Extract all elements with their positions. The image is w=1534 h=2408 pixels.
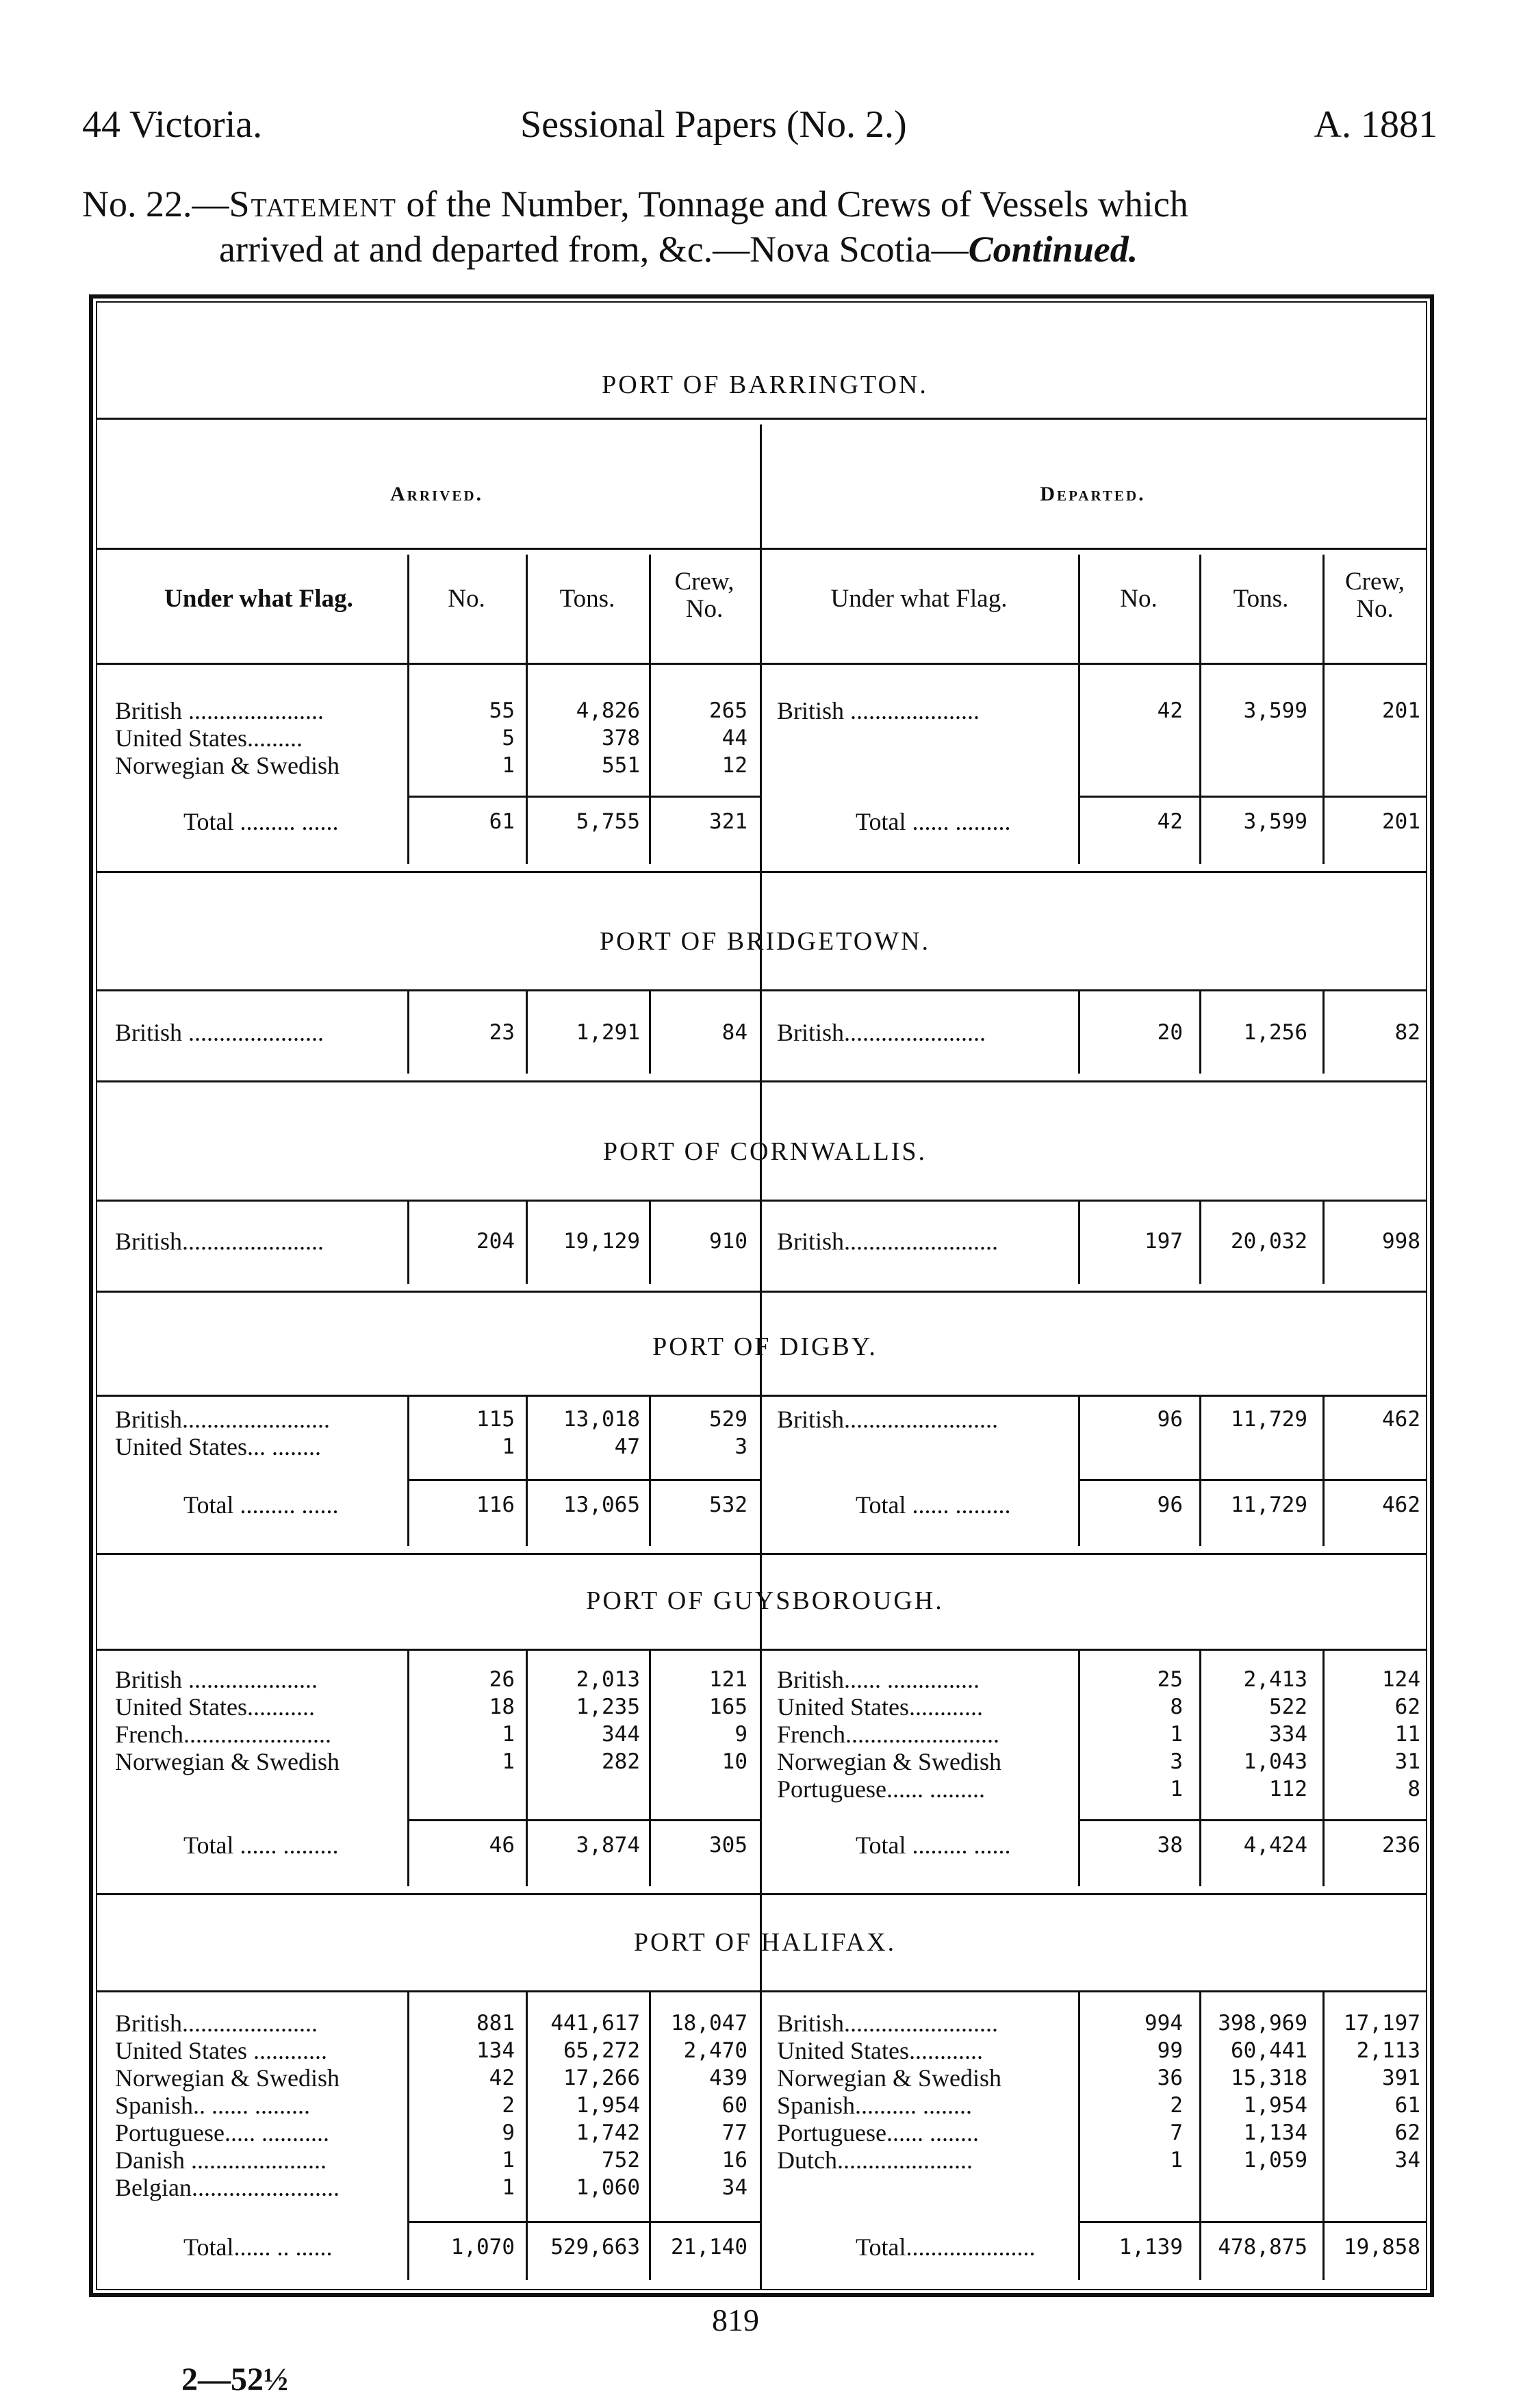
arrived-crew-cell: 3	[734, 1434, 747, 1459]
arrived-total-label: Total ......... ......	[183, 808, 339, 835]
arrived-total-tons: 13,065	[563, 1493, 640, 1517]
caption-line2-text: arrived at and departed from, &c.—Nova Scotia—	[219, 229, 969, 270]
running-head-right: A. 1881	[1314, 103, 1437, 146]
port-title: PORT OF BRIDGETOWN.	[600, 927, 930, 956]
arrived-no-cell: 42	[489, 2066, 515, 2090]
departed-flag-cell: British.......................	[777, 1019, 986, 1046]
arrived-flag-cell: Portuguese..... ...........	[115, 2119, 329, 2146]
departed-crew-cell: 998	[1382, 1229, 1420, 1254]
departed-flag-cell: Portuguese...... .........	[777, 1775, 985, 1803]
section-rule	[97, 1553, 1427, 1555]
departed-tons-cell: 1,954	[1243, 2093, 1307, 2118]
arrived-flag-cell: Spanish.. ...... .........	[115, 2092, 311, 2119]
arrived-flag-cell: British.......................	[115, 1228, 324, 1255]
arrived-tons-cell: 551	[602, 753, 640, 778]
arrived-total-no: 116	[476, 1493, 515, 1517]
arrived-tons-cell: 282	[602, 1749, 640, 1774]
rule-under-title	[97, 1395, 1427, 1397]
arrived-crew-cell: 77	[721, 2120, 747, 2145]
caption-line-2	[82, 227, 1444, 272]
departed-total-tons: 3,599	[1243, 809, 1307, 834]
total-rule-departed	[1078, 2221, 1427, 2223]
arrived-flag-cell: United States...........	[115, 1693, 315, 1721]
arrived-tons-cell: 47	[614, 1434, 640, 1459]
departed-crew-cell: 201	[1382, 698, 1420, 723]
departed-flag-cell: Norwegian & Swedish	[777, 2064, 1001, 2092]
arrived-tons-cell: 1,235	[576, 1695, 640, 1719]
departed-no-cell: 994	[1145, 2011, 1183, 2036]
rule-under-title	[97, 1649, 1427, 1651]
page-number: 819	[712, 2303, 759, 2337]
arrived-crew-header: Crew, No.	[674, 568, 734, 623]
arrived-total-crew: 532	[709, 1493, 747, 1517]
arrived-total-label: Total...... .. ......	[183, 2233, 333, 2261]
arrived-no-cell: 55	[489, 698, 515, 723]
total-rule-departed	[1078, 796, 1427, 798]
departed-tons-cell: 398,969	[1218, 2011, 1307, 2036]
arrived-crew-cell: 529	[709, 1407, 747, 1432]
departed-heading: Departed.	[1040, 483, 1146, 505]
arrived-no-cell: 1	[502, 1722, 515, 1747]
departed-crew-cell: 124	[1382, 1667, 1420, 1692]
arrived-total-crew: 305	[709, 1833, 747, 1858]
arrived-total-tons: 529,663	[550, 2235, 640, 2259]
departed-tons-header: Tons.	[1233, 585, 1289, 613]
arrived-crew-cell: 44	[721, 726, 747, 750]
arrived-no-cell: 18	[489, 1695, 515, 1719]
arrived-no-cell: 204	[476, 1229, 515, 1254]
departed-total-label: Total ...... .........	[856, 808, 1011, 835]
departed-no-cell: 1	[1170, 1722, 1183, 1747]
departed-no-cell: 1	[1170, 2148, 1183, 2172]
section-rule	[97, 1291, 1427, 1293]
arrived-tons-cell: 2,013	[576, 1667, 640, 1692]
departed-no-cell: 36	[1157, 2066, 1183, 2090]
port-title: PORT OF DIGBY.	[652, 1332, 878, 1361]
arrived-heading: Arrived.	[389, 483, 483, 505]
arrived-total-tons: 3,874	[576, 1833, 640, 1858]
departed-crew-cell: 34	[1394, 2148, 1420, 2172]
departed-tons-cell: 2,413	[1243, 1667, 1307, 1692]
arrived-crew-cell: 10	[721, 1749, 747, 1774]
arrived-tons-cell: 752	[602, 2148, 640, 2172]
arrived-total-label: Total ...... .........	[183, 1832, 339, 1859]
arrived-no-cell: 134	[476, 2038, 515, 2063]
arrived-flag-cell: Belgian........................	[115, 2174, 340, 2201]
arrived-tons-cell: 344	[602, 1722, 640, 1747]
departed-tons-cell: 1,043	[1243, 1749, 1307, 1774]
departed-crew-cell: 17,197	[1344, 2011, 1420, 2036]
arrived-total-label: Total ......... ......	[183, 1491, 339, 1519]
arrived-tons-cell: 378	[602, 726, 640, 750]
arrived-flag-cell: British........................	[115, 1406, 331, 1433]
caption-line1-rest: of the Number, Tonnage and Crews of Vessels which	[397, 183, 1188, 225]
arrived-flag-cell: British ......................	[115, 697, 324, 724]
arrived-crew-cell: 34	[721, 2175, 747, 2200]
arrived-no-header: No.	[448, 585, 485, 613]
total-rule-departed	[1078, 1479, 1427, 1481]
arrived-flag-cell: Danish ......................	[115, 2146, 327, 2174]
departed-no-cell: 42	[1157, 698, 1183, 723]
total-rule-arrived	[407, 2221, 760, 2223]
arrived-flag-cell: United States ............	[115, 2037, 327, 2064]
running-head-left: 44 Victoria.	[82, 103, 263, 146]
arrived-tons-cell: 1,060	[576, 2175, 640, 2200]
arrived-crew-cell: 18,047	[671, 2011, 747, 2036]
arrived-tons-cell: 1,954	[576, 2093, 640, 2118]
running-head-center: Sessional Papers (No. 2.)	[520, 103, 907, 146]
arrived-no-cell: 1	[502, 2148, 515, 2172]
departed-flag-cell: British.........................	[777, 1228, 999, 1255]
departed-total-tons: 11,729	[1231, 1493, 1307, 1517]
port-title: PORT OF BARRINGTON.	[602, 370, 928, 399]
departed-total-tons: 4,424	[1243, 1833, 1307, 1858]
arrived-no-cell: 1	[502, 753, 515, 778]
arrived-crew-cell: 439	[709, 2066, 747, 2090]
arrived-no-cell: 881	[476, 2011, 515, 2036]
departed-flag-cell: French.........................	[777, 1721, 999, 1748]
departed-no-cell: 8	[1170, 1695, 1183, 1719]
rule-under-section-heads	[97, 548, 1427, 550]
arrived-no-cell: 9	[502, 2120, 515, 2145]
port-title: PORT OF GUYSBOROUGH.	[586, 1586, 944, 1615]
departed-flag-cell: United States............	[777, 2037, 983, 2064]
departed-no-cell: 7	[1170, 2120, 1183, 2145]
arrived-crew-cell: 121	[709, 1667, 747, 1692]
departed-total-label: Total ......... ......	[856, 1832, 1011, 1859]
arrived-total-crew: 321	[709, 809, 747, 834]
departed-no-header: No.	[1120, 585, 1158, 613]
departed-total-tons: 478,875	[1218, 2235, 1307, 2259]
arrived-crew-cell: 2,470	[683, 2038, 747, 2063]
departed-total-crew: 462	[1382, 1493, 1420, 1517]
departed-tons-cell: 20,032	[1231, 1229, 1307, 1254]
arrived-crew-cell: 12	[721, 753, 747, 778]
arrived-tons-cell: 1,291	[576, 1020, 640, 1045]
arrived-total-no: 46	[489, 1833, 515, 1858]
arrived-flag-cell: United States... ........	[115, 1433, 321, 1460]
departed-no-cell: 25	[1157, 1667, 1183, 1692]
arrived-tons-header: Tons.	[559, 585, 615, 613]
arrived-tons-cell: 65,272	[563, 2038, 640, 2063]
departed-flag-cell: United States............	[777, 1693, 983, 1721]
departed-no-cell: 96	[1157, 1407, 1183, 1432]
departed-tons-cell: 60,441	[1231, 2038, 1307, 2063]
arrived-no-cell: 1	[502, 1434, 515, 1459]
departed-tons-cell: 11,729	[1231, 1407, 1307, 1432]
departed-crew-header: Crew, No.	[1345, 568, 1405, 623]
arrived-flag-cell: Norwegian & Swedish	[115, 1748, 340, 1775]
departed-total-label: Total ...... .........	[856, 1491, 1011, 1519]
arrived-crew-cell: 60	[721, 2093, 747, 2118]
departed-no-cell: 197	[1145, 1229, 1183, 1254]
arrived-flag-cell: British......................	[115, 2010, 318, 2037]
departed-total-no: 42	[1157, 809, 1183, 834]
rule-under-title	[97, 1200, 1427, 1202]
arrived-flag-header: Under what Flag.	[164, 585, 353, 613]
departed-crew-cell: 62	[1394, 1695, 1420, 1719]
total-rule-departed	[1078, 1819, 1427, 1821]
running-head	[82, 103, 1437, 157]
departed-no-cell: 1	[1170, 1777, 1183, 1801]
section-rule	[97, 871, 1427, 873]
arrived-flag-cell: United States.........	[115, 724, 303, 752]
table-caption	[82, 181, 1444, 272]
arrived-flag-cell: French........................	[115, 1721, 331, 1748]
caption-continued: Continued.	[968, 229, 1138, 270]
departed-crew-cell: 62	[1394, 2120, 1420, 2145]
departed-flag-header: Under what Flag.	[830, 585, 1008, 613]
arrived-tons-cell: 4,826	[576, 698, 640, 723]
departed-total-label: Total.....................	[856, 2233, 1036, 2261]
caption-line-1	[82, 181, 1444, 227]
total-rule-arrived	[407, 1479, 760, 1481]
arrived-no-cell: 5	[502, 726, 515, 750]
arrived-crew-cell: 165	[709, 1695, 747, 1719]
departed-flag-cell: Dutch......................	[777, 2146, 973, 2174]
departed-tons-cell: 334	[1269, 1722, 1307, 1747]
departed-flag-cell: Spanish.......... ........	[777, 2092, 973, 2119]
departed-flag-cell: Portuguese...... ........	[777, 2119, 979, 2146]
departed-no-cell: 20	[1157, 1020, 1183, 1045]
arrived-crew-cell: 910	[709, 1229, 747, 1254]
departed-crew-cell: 82	[1394, 1020, 1420, 1045]
arrived-no-cell: 1	[502, 2175, 515, 2200]
departed-total-crew: 201	[1382, 809, 1420, 834]
caption-statement-word: Statement	[229, 183, 398, 225]
departed-crew-cell: 61	[1394, 2093, 1420, 2118]
departed-tons-cell: 15,318	[1231, 2066, 1307, 2090]
arrived-crew-cell: 9	[734, 1722, 747, 1747]
departed-total-crew: 19,858	[1344, 2235, 1420, 2259]
departed-crew-cell: 11	[1394, 1722, 1420, 1747]
arrived-no-cell: 115	[476, 1407, 515, 1432]
departed-total-no: 96	[1157, 1493, 1183, 1517]
arrived-flag-cell: British .....................	[115, 1666, 318, 1693]
arrived-total-no: 1,070	[450, 2235, 515, 2259]
departed-tons-cell: 1,134	[1243, 2120, 1307, 2145]
arrived-flag-cell: British ......................	[115, 1019, 324, 1046]
rule-under-title	[97, 989, 1427, 991]
departed-crew-cell: 31	[1394, 1749, 1420, 1774]
departed-no-cell: 2	[1170, 2093, 1183, 2118]
departed-tons-cell: 1,256	[1243, 1020, 1307, 1045]
departed-no-cell: 3	[1170, 1749, 1183, 1774]
arrived-tons-cell: 19,129	[563, 1229, 640, 1254]
total-rule-arrived	[407, 1819, 760, 1821]
port-title: PORT OF CORNWALLIS.	[602, 1137, 928, 1166]
departed-no-cell: 99	[1157, 2038, 1183, 2063]
departed-flag-cell: British.........................	[777, 1406, 999, 1433]
arrived-flag-cell: Norwegian & Swedish	[115, 2064, 340, 2092]
rule-under-title	[97, 1990, 1427, 1992]
arrived-tons-cell: 13,018	[563, 1407, 640, 1432]
arrived-tons-cell: 1,742	[576, 2120, 640, 2145]
port-title: PORT OF HALIFAX.	[633, 1928, 897, 1957]
total-rule-arrived	[407, 796, 760, 798]
arrived-crew-cell: 16	[721, 2148, 747, 2172]
arrived-tons-cell: 17,266	[563, 2066, 640, 2090]
arrived-total-crew: 21,140	[671, 2235, 747, 2259]
signature-mark: 2—52½	[181, 2361, 288, 2398]
departed-tons-cell: 522	[1269, 1695, 1307, 1719]
departed-flag-cell: British.........................	[777, 2010, 999, 2037]
arrived-no-cell: 1	[502, 1749, 515, 1774]
departed-tons-cell: 112	[1269, 1777, 1307, 1801]
arrived-crew-cell: 265	[709, 698, 747, 723]
departed-flag-cell: Norwegian & Swedish	[777, 1748, 1001, 1775]
departed-flag-cell: British...... ...............	[777, 1666, 980, 1693]
departed-total-crew: 236	[1382, 1833, 1420, 1858]
arrived-total-tons: 5,755	[576, 809, 640, 834]
departed-tons-cell: 1,059	[1243, 2148, 1307, 2172]
departed-total-no: 38	[1157, 1833, 1183, 1858]
departed-total-no: 1,139	[1118, 2235, 1183, 2259]
rule-under-column-heads	[97, 663, 1427, 665]
section-rule	[97, 1893, 1427, 1895]
departed-tons-cell: 3,599	[1243, 698, 1307, 723]
arrived-total-no: 61	[489, 809, 515, 834]
departed-crew-cell: 2,113	[1356, 2038, 1420, 2063]
arrived-crew-cell: 84	[721, 1020, 747, 1045]
caption-prefix: No. 22.—	[82, 183, 229, 225]
departed-crew-cell: 391	[1382, 2066, 1420, 2090]
rule-under-title-0	[97, 418, 1427, 420]
departed-crew-cell: 462	[1382, 1407, 1420, 1432]
arrived-no-cell: 23	[489, 1020, 515, 1045]
departed-flag-cell: British .....................	[777, 697, 980, 724]
arrived-no-cell: 26	[489, 1667, 515, 1692]
departed-crew-cell: 8	[1407, 1777, 1420, 1801]
arrived-no-cell: 2	[502, 2093, 515, 2118]
section-rule	[97, 1080, 1427, 1082]
arrived-flag-cell: Norwegian & Swedish	[115, 752, 340, 779]
arrived-tons-cell: 441,617	[550, 2011, 640, 2036]
